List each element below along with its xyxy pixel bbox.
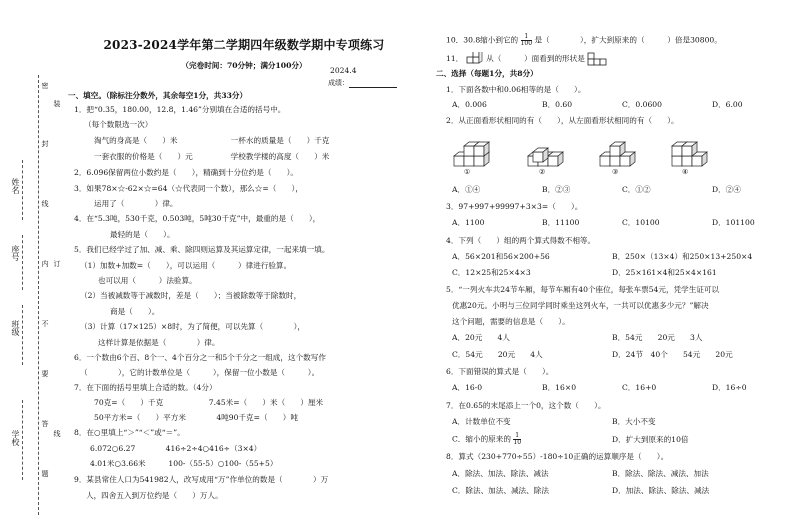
label-school: 学校 bbox=[11, 430, 20, 446]
choice-q3-opt-d[interactable]: D．101100 bbox=[712, 218, 755, 227]
fill-in-line: 70克=（ ）千克 7.45米=（ ）米（ ）厘米 bbox=[94, 398, 324, 407]
choice-q4-opt-b[interactable]: B．250×（13×4）和250×13+250×4 bbox=[612, 252, 753, 261]
choice-q8-opt-d[interactable]: D．加法、除法、除法、减法 bbox=[612, 486, 710, 495]
figure-label-2: ② bbox=[539, 168, 546, 176]
choice-q8-opt-b[interactable]: B．除法、除法、减法、加法 bbox=[612, 469, 709, 478]
fill-in-line: 3．如果78×☆-62×☆=64（☆代表同一个数），那么☆=（ ）， bbox=[74, 184, 303, 193]
binding-strip bbox=[0, 0, 62, 529]
choice-q7-opt-a[interactable]: A．计数单位不变 bbox=[452, 417, 511, 426]
choice-q1-opt-b[interactable]: B．0.60 bbox=[542, 100, 573, 109]
fill-in-line: 人，四舍五入到万位约是（ ）万人。 bbox=[86, 491, 223, 500]
binding-line-word: 线 bbox=[53, 430, 61, 437]
fraction-denominator: 10 bbox=[513, 439, 522, 446]
choice-q4: 4．下列（ ）组的两个算式得数不相等。 bbox=[446, 236, 596, 245]
fill-in-line: 最轻的是（ ）。 bbox=[110, 230, 175, 239]
choice-q1-opt-a[interactable]: A．0.006 bbox=[452, 100, 487, 109]
fill-in-line: 2．6.096保留两位小数约是（ ），精确到十分位约是（ ）。 bbox=[74, 168, 298, 177]
exam-date: 2024.4 bbox=[330, 66, 357, 75]
choice-q2-opt-b[interactable]: B．②③ bbox=[542, 185, 571, 194]
fill-in-line: 50平方米=（ ）平方米 4吨90千克=（ ）吨 bbox=[94, 413, 298, 422]
choice-q3-opt-a[interactable]: A．1100 bbox=[452, 218, 485, 227]
fill-in-line: （ ），它的计数单位是（ ），保留一位小数是（ ）。 bbox=[80, 368, 320, 377]
fill-in-line: （1）加数+加数=（ ），可以运用（ ）律进行验算。 bbox=[80, 261, 292, 270]
q10-text-b: 是（ ），扩大到原来的（ ）倍是30800。 bbox=[534, 35, 722, 45]
choice-q6-opt-a[interactable]: A．16-0 bbox=[452, 383, 483, 392]
choice-q6: 6．下面错误的算式是（ ）。 bbox=[446, 367, 554, 376]
choice-q4-opt-d[interactable]: D．25×161×4和25×4×161 bbox=[612, 268, 717, 277]
seal-word: 线 bbox=[41, 200, 49, 207]
label-name: 姓名 bbox=[11, 178, 20, 194]
fill-in-line: 5．我们已经学过了加、减、乘、除四则运算及其运算定律，一起来填一填。 bbox=[74, 245, 330, 254]
fill-in-line: （2）当被减数等于减数时，差是（ ）；当被除数等于除数时， bbox=[80, 291, 302, 300]
choice-q1: 1．下面各数中和0.06相等的是（ ）。 bbox=[446, 85, 586, 94]
choice-q7-opt-d[interactable]: D．扩大到原来的10倍 bbox=[612, 435, 689, 444]
fill-in-line: （每个数限选一次） bbox=[84, 120, 153, 129]
cube-shape bbox=[533, 148, 548, 162]
fill-in-line: 这样计算是依据是（ ）律。 bbox=[98, 338, 220, 347]
fill-in-line: （3）计算（17×125）×8时，为了简便，可以先算（ ）， bbox=[80, 322, 305, 331]
choice-q4-opt-a[interactable]: A．56×201和56×200+56 bbox=[452, 252, 550, 261]
seal-word: 密 bbox=[41, 82, 49, 89]
cube-shape bbox=[610, 142, 625, 156]
figure-label-1: ① bbox=[464, 168, 471, 176]
choice-q5-opt-c[interactable]: C．54元 20元 4人 bbox=[452, 350, 543, 359]
exam-title: 2023-2024学年第二学期四年级数学期中专项练习 bbox=[103, 38, 385, 52]
fraction-numerator: 1 bbox=[521, 34, 532, 41]
question-11 bbox=[446, 52, 609, 66]
choice-q5-line-2: 优惠20元。小明与三位同学同时乘坐这列火车，一共可以优惠多少元？”解决 bbox=[452, 301, 709, 310]
choice-q2-opt-d[interactable]: D．②④ bbox=[712, 185, 741, 194]
q11-view-shape-icon bbox=[587, 52, 609, 66]
choice-q6-opt-c[interactable]: C．16+0 bbox=[622, 383, 657, 392]
section-choice-title: 二、选择（每题1分，共8分） bbox=[436, 69, 538, 78]
label-class: 班级 bbox=[11, 320, 20, 336]
q11-text: 从（ ）面看到的形状是 bbox=[486, 54, 585, 63]
class-underline bbox=[22, 305, 23, 365]
seal-word: 答 bbox=[41, 420, 49, 427]
fill-in-line: 4.01米○3.66米 100-（55-5）○100-（55+5） bbox=[90, 459, 278, 468]
choice-q8: 8．算式（230+770÷55）-180÷10正确的运算顺序是（ ）。 bbox=[446, 452, 669, 461]
q7-opt-c-text: C．缩小的原来的 bbox=[452, 434, 511, 444]
question-10 bbox=[446, 34, 722, 47]
q10-text-a: 10．30.8缩小到它的 bbox=[446, 35, 519, 45]
choice-q7: 7．在0.65的末尾添上一个0，这个数（ ）。 bbox=[446, 401, 606, 410]
q7-fraction bbox=[513, 433, 521, 446]
fill-in-line: 运用了（ ）律。 bbox=[94, 199, 178, 208]
binding-line-word: 装 bbox=[53, 100, 61, 107]
cube-figures bbox=[452, 132, 772, 170]
name-underline bbox=[22, 160, 23, 220]
fill-in-line: 6．一个数由6个百、8个一、4个百分之一和5个千分之一组成，这个数写作 bbox=[74, 353, 326, 362]
choice-q2-opt-a[interactable]: A．①④ bbox=[452, 185, 481, 194]
fill-in-line: 7．在下面的括号里填上合适的数。（4分） bbox=[74, 383, 217, 392]
choice-q6-opt-d[interactable]: D．16÷0 bbox=[712, 383, 747, 392]
choice-q6-opt-b[interactable]: B．16×0 bbox=[542, 383, 577, 392]
left-column bbox=[64, 0, 424, 529]
choice-q8-opt-c[interactable]: C．除法、加法、减法、除法 bbox=[452, 486, 549, 495]
seat-underline bbox=[22, 235, 23, 290]
choice-q5-opt-a[interactable]: A．20元 4人 bbox=[452, 333, 510, 342]
figure-label-3: ③ bbox=[612, 168, 619, 176]
seal-word: 不 bbox=[41, 320, 49, 327]
seal-word: 封 bbox=[41, 140, 49, 147]
choice-q5-opt-b[interactable]: B．54元 20元 3人 bbox=[612, 333, 703, 342]
fill-in-line: 也可以用（ ）法验算。 bbox=[98, 276, 197, 285]
cube-shape bbox=[682, 142, 697, 156]
choice-q5-line-3: 这个问题，需要的信息是（ ）。 bbox=[452, 317, 570, 326]
seal-dashed-line bbox=[38, 75, 39, 515]
fraction-denominator: 100 bbox=[520, 40, 533, 47]
choice-q3-opt-c[interactable]: C．10100 bbox=[622, 218, 660, 227]
seal-word: 内 bbox=[41, 260, 49, 267]
label-seat: 座号 bbox=[11, 245, 20, 261]
fill-in-line: 8．在○里填上“＞”“＜”或“＝”。 bbox=[74, 428, 185, 437]
choice-q4-opt-c[interactable]: C．12×25和25×4×3 bbox=[452, 268, 531, 277]
seal-word: 要 bbox=[41, 370, 49, 377]
fill-in-line: 6.072○6.27 416÷2÷4○416÷（3×4） bbox=[90, 444, 262, 453]
figure-label-4: ④ bbox=[682, 168, 689, 176]
q11-solid-figure-icon bbox=[466, 52, 484, 66]
choice-q8-opt-a[interactable]: A．除法、加法、除法、减法 bbox=[452, 469, 549, 478]
exam-subtitle: （完卷时间：70分钟；满分100分） bbox=[181, 61, 307, 70]
school-underline bbox=[22, 400, 23, 480]
choice-q3-opt-b[interactable]: B．11100 bbox=[542, 218, 580, 227]
choice-q7-opt-b[interactable]: B．大小不变 bbox=[612, 417, 656, 426]
section-fill-in-title: 一、填空。（除标注分数外，其余每空1分，共33分） bbox=[68, 91, 248, 100]
right-column bbox=[432, 0, 792, 529]
fraction-numerator: 1 bbox=[515, 432, 520, 439]
choice-q2-opt-c[interactable]: C．①② bbox=[622, 185, 651, 194]
fill-in-line: 淘气的身高是（ ）米 一杯水的质量是（ ）千克 bbox=[94, 136, 330, 145]
choice-q3: 3．97+997+99997+3×3=（ ）。 bbox=[446, 202, 583, 211]
score-label: 成绩： bbox=[328, 79, 349, 87]
q11-number: 11． bbox=[446, 54, 464, 63]
choice-q1-opt-c[interactable]: C．0.0600 bbox=[622, 100, 662, 109]
choice-q7-opt-c[interactable] bbox=[452, 433, 521, 446]
cube-shape bbox=[548, 152, 563, 166]
choice-q1-opt-d[interactable]: D．6.00 bbox=[712, 100, 743, 109]
choice-q5-opt-d[interactable]: D．24节 40个 54元 20元 bbox=[612, 350, 733, 359]
cube-shape bbox=[474, 142, 489, 156]
fill-in-line: 1．把“0.35，180.00，12.8，1.46”分别填在合适的括号中。 bbox=[74, 105, 286, 114]
fill-in-line: 9．某县常住人口为541982人，改写成用“万”作单位的数是（ ）万 bbox=[74, 475, 329, 484]
binding-line-word: 订 bbox=[53, 260, 61, 267]
choice-q5-line-1: 5．“一列火车共24节车厢，每节车厢有40个座位，每张车票54元，凭学生证可以 bbox=[446, 285, 720, 294]
fill-in-line: 4．在“5.3吨，530千克，0.503吨，5吨30千克”中，最重的是（ ）， bbox=[74, 214, 321, 223]
seal-word: 题 bbox=[41, 470, 49, 477]
choice-q2: 2．从正面看形状相同的有（ ），从左面看形状相同的有（ ）。 bbox=[446, 116, 679, 125]
q10-fraction bbox=[521, 34, 532, 47]
fill-in-line: 商是（ ）。 bbox=[110, 307, 160, 316]
fill-in-line: 一套衣服的价格是（ ）元 学校教学楼的高度（ ）米 bbox=[94, 152, 330, 161]
